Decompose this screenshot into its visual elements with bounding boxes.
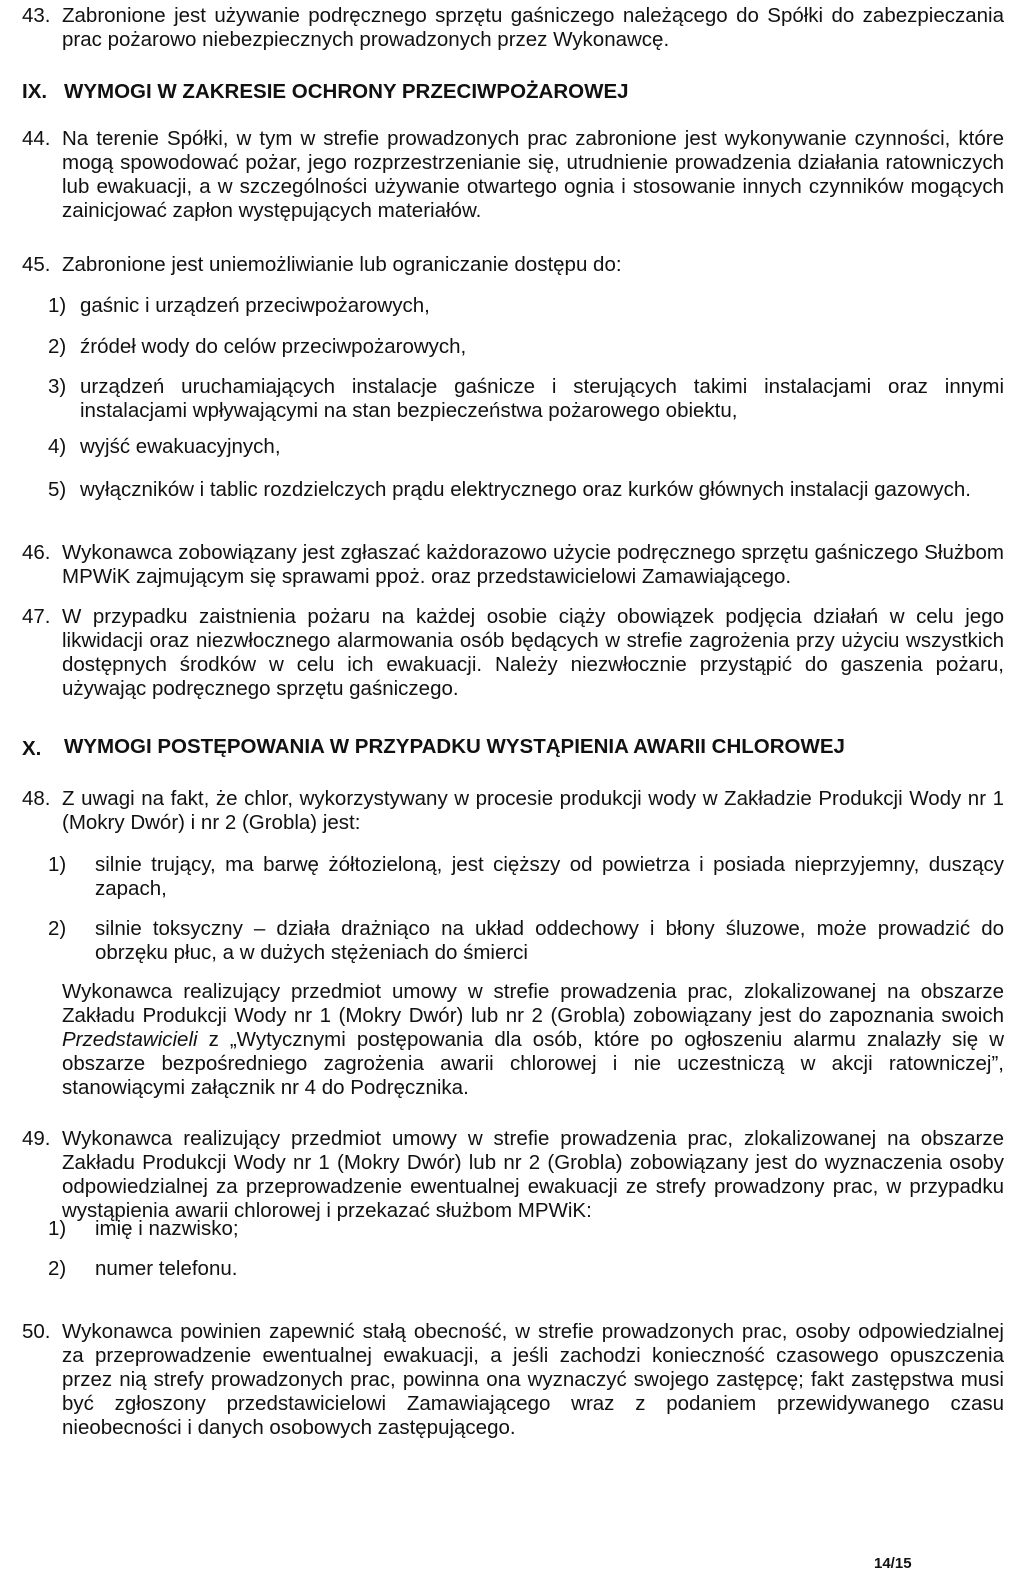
item-44-number: 44. xyxy=(22,127,51,150)
item-45-1-text: gaśnic i urządzeń przeciwpożarowych, xyxy=(80,294,430,317)
item-49-number: 49. xyxy=(22,1127,51,1150)
item-49-text: Wykonawca realizujący przedmiot umowy w strefie prowadzenia prac, zlokalizowanej na obszarze Zakładu Produkcji Wody nr 1 (Mokry Dwór) lub nr 2 (Grobla) zobowiązany jest do wyznaczenia osoby odpowiedzialnej za przeprowadzenie ewentualnej ewakuacji ze strefy prowadzony prac, w przypadku wystąpienia awarii chlorowej i przekazać służbom MPWiK: xyxy=(62,1127,1004,1222)
item-48-2-number: 2) xyxy=(48,917,67,940)
section-ix-title: WYMOGI W ZAKRESIE OCHRONY PRZECIWPOŻAROWEJ xyxy=(64,80,629,103)
item-48-1-text: silnie trujący, ma barwę żółtozieloną, jest cięższy od powietrza i posiada nieprzyjemny, duszący zapach, xyxy=(95,853,1004,900)
item-48-2-text: silnie toksyczny – działa drażniąco na układ oddechowy i błony śluzowe, może prowadzić do obrzęku płuc, a w dużych stężeniach do śmierci xyxy=(95,917,1004,964)
item-47-number: 47. xyxy=(22,605,51,628)
item-46-text: Wykonawca zobowiązany jest zgłaszać każdorazowo użycie podręcznego sprzętu gaśniczego Służbom MPWiK zajmującym się sprawami ppoż. oraz przedstawicielowi Zamawiającego. xyxy=(62,541,1004,588)
item-48-number: 48. xyxy=(22,787,51,810)
item-45-text: Zabronione jest uniemożliwianie lub ograniczanie dostępu do: xyxy=(62,253,622,276)
item-49-2-number: 2) xyxy=(48,1257,67,1280)
item-45-2-text: źródeł wody do celów przeciwpożarowych, xyxy=(80,335,467,358)
item-49-1-number: 1) xyxy=(48,1217,67,1240)
section-x-title: WYMOGI POSTĘPOWANIA W PRZYPADKU WYSTĄPIENIA AWARII CHLOROWEJ xyxy=(64,735,845,758)
item-45-3-number: 3) xyxy=(48,375,67,398)
item-45-5-number: 5) xyxy=(48,478,67,501)
item-45-number: 45. xyxy=(22,253,51,276)
item-48-1-number: 1) xyxy=(48,853,67,876)
page-number: 14/15 xyxy=(874,1555,912,1572)
section-x-number: X. xyxy=(22,737,42,760)
item-43-text: Zabronione jest używanie podręcznego sprzętu gaśniczego należącego do Spółki do zabezpieczania prac pożarowo niebezpiecznych prowadzonych przez Wykonawcę. xyxy=(62,4,1004,51)
item-49-1-text: imię i nazwisko; xyxy=(95,1217,239,1240)
item-47-text: W przypadku zaistnienia pożaru na każdej osobie ciąży obowiązek podjęcia działań w celu jego likwidacji oraz niezwłocznego alarmowania osób będących w strefie zagrożenia przy użyciu wszystkich dostępnych środków w celu ich ewakuacji. Należy niezwłocznie przystąpić do gaszenia pożaru, używając podręcznego sprzętu gaśniczego. xyxy=(62,605,1004,700)
item-45-4-text: wyjść ewakuacyjnych, xyxy=(80,435,281,458)
item-48-paragraph xyxy=(62,980,1004,1100)
item-44-text: Na terenie Spółki, w tym w strefie prowadzonych prac zabronione jest wykonywanie czynności, które mogą spowodować pożar, jego rozprzestrzenianie się, utrudnienie prowadzenia działania ratowniczych lub ewakuacji, a w szczególności używanie otwartego ognia i stosowanie innych czynników mogących zainicjować zapłon występujących materiałów. xyxy=(62,127,1004,222)
item-49-2-text: numer telefonu. xyxy=(95,1257,238,1280)
item-48-paragraph-emphasis: Przedstawicieli xyxy=(62,1028,198,1051)
item-50-text: Wykonawca powinien zapewnić stałą obecność, w strefie prowadzonych prac, osoby odpowiedzialnej za przeprowadzenie ewentualnej ewakuacji, a jeśli zachodzi konieczność czasowego opuszczenia przez nią strefy prowadzonych prac, powinna ona wyznaczyć swojego zastępcę; fakt zastępstwa musi być zgłoszony przedstawicielowi Zamawiającego wraz z podaniem przewidywanego czasu nieobecności i danych osobowych zastępującego. xyxy=(62,1320,1004,1439)
item-43-number: 43. xyxy=(22,4,51,27)
item-46-number: 46. xyxy=(22,541,51,564)
item-45-1-number: 1) xyxy=(48,294,67,317)
item-45-4-number: 4) xyxy=(48,435,67,458)
item-48-paragraph-end: z „Wytycznymi postępowania dla osób, które po ogłoszeniu alarmu znalazły się w obszarze bezpośredniego zagrożenia awarii chlorowej i nie uczestniczą w akcji ratowniczej”, stanowiącymi załącznik nr 4 do Podręcznika. xyxy=(62,1028,1004,1099)
item-45-5-text: wyłączników i tablic rozdzielczych prądu elektrycznego oraz kurków głównych instalacji gazowych. xyxy=(80,478,971,501)
section-ix-number: IX. xyxy=(22,80,48,103)
item-45-2-number: 2) xyxy=(48,335,67,358)
item-48-text: Z uwagi na fakt, że chlor, wykorzystywany w procesie produkcji wody w Zakładzie Produkcji Wody nr 1 (Mokry Dwór) i nr 2 (Grobla) jest: xyxy=(62,787,1004,834)
item-48-paragraph-start: Wykonawca realizujący przedmiot umowy w strefie prowadzenia prac, zlokalizowanej na obszarze Zakładu Produkcji Wody nr 1 (Mokry Dwór) lub nr 2 (Grobla) zobowiązany jest do zapoznania swoich xyxy=(62,980,1004,1027)
item-45-3-text: urządzeń uruchamiających instalacje gaśnicze i sterujących takimi instalacjami oraz innymi instalacjami wpływającymi na stan bezpieczeństwa pożarowego obiektu, xyxy=(80,375,1004,422)
item-50-number: 50. xyxy=(22,1320,51,1343)
